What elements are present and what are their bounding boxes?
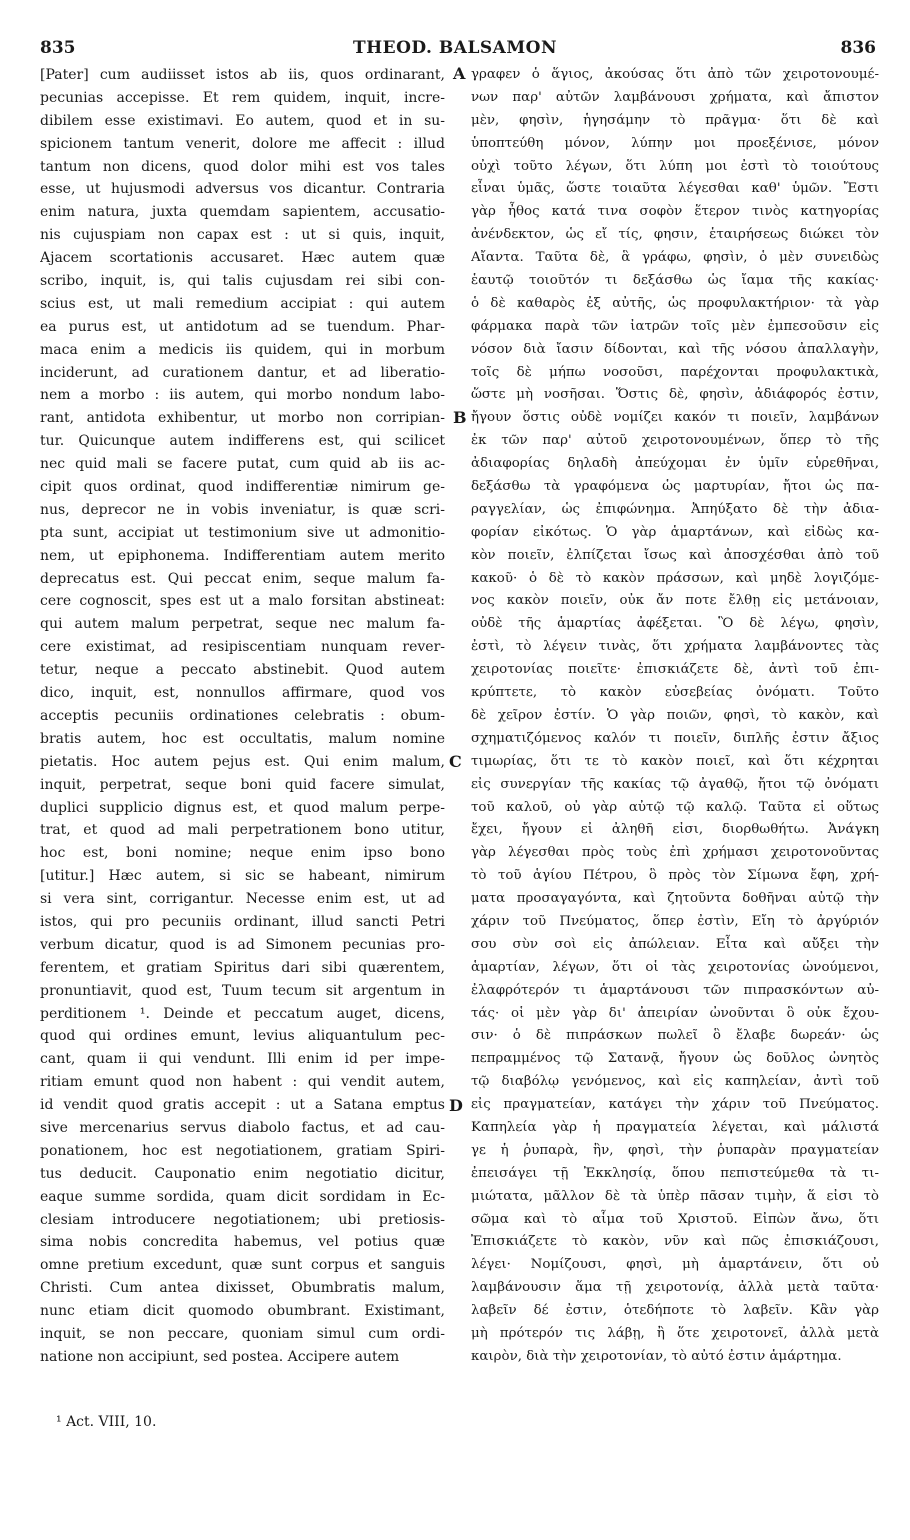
text-line: pietatis. Hoc autem pejus est. Qui enim malum, [40, 753, 445, 770]
text-line: nis cujuspiam non capax est : ut si quis, inquit, [40, 227, 445, 244]
text-line: οὐδὲ τῆς ἁμαρτίας ἀφέξεται. Ὃ δὲ λέγω, φησὶν, [471, 616, 879, 632]
text-line: ἑαυτῷ τοιοῦτόν τι δεξάσθω ὡς ἴαμα τῆς κακίας· [471, 273, 879, 289]
text-line: χειροτονίας ποιεῖτε· ἐπισκιάζετε δὲ, ἀντὶ τοῦ ἐπι- [471, 662, 879, 678]
text-line: οὐχὶ τοῦτο λέγων, ὅτι λύπη μοι ἐστὶ τὸ τοιούτους [471, 158, 879, 174]
text-line: [Pater] cum audiisset istos ab iis, quos ordinarant, [40, 67, 445, 83]
text-line: ἐλαφρότερόν τι ἁμαρτάνουσι τῶν πιπρασκόντων αὐ- [471, 982, 879, 998]
text-line: σου σὺν σοὶ εἰς ἀπώλειαν. Εἶτα καὶ αὔξει τὴν [471, 936, 879, 952]
text-line: τοῖς δὲ μήπω νοσοῦσι, παρέχονται προφυλακτικὰ, [471, 364, 879, 380]
text-line: ματα προσαγαγόντα, καὶ ζητοῦντα δοθῆναι αὐτῷ τὴν [471, 891, 879, 907]
text-line: scribo, inquit, is, qui talis cujusdam rei sibi con- [40, 273, 445, 290]
text-line: Ἐπισκιάζετε τὸ κακὸν, νῦν καὶ πῶς ἐπισκιάζουσι, [471, 1234, 879, 1250]
text-line: dibilem esse existimavi. Eo autem, quod et in su- [40, 112, 445, 129]
text-line: ἀδιαφορίας δηλαδὴ ἀπεύχομαι ἐν ὑμῖν εὑρεθῆναι, [471, 456, 879, 472]
text-line: trat, et quod ad mali perpetrationem bono utitur, [40, 822, 445, 839]
text-line: ὥστε μὴ νοσῆσαι. Ὅστις δὲ, φησὶν, ἀδιάφορός ἐστιν, [471, 387, 879, 403]
text-line: ritiam emunt quod non habent : qui vendit autem, [40, 1074, 445, 1091]
text-line: καιρὸν, διὰ τὴν χειροτονίαν, τὸ αὐτό ἐστιν ἁμάρτημα. [471, 1348, 842, 1364]
text-line: inquit, se non peccare, quoniam simul cum ordi- [40, 1325, 445, 1342]
text-line: nem, ut epiphonema. Indifferentiam autem merito [40, 547, 445, 564]
text-line: ἁμαρτίαν, λέγων, ὅτι οἱ τὰς χειροτονίας ὠνούμενοι, [471, 959, 879, 975]
text-line: nus, deprecor ne in vobis inveniatur, is quæ scri- [40, 501, 445, 518]
text-line: sive mercenarius servus diabolo factus, et ad cau- [40, 1119, 445, 1136]
text-line: Αἴαντα. Ταῦτα δὲ, ἃ γράφω, φησὶν, ὁ μὲν συνειδὼς [471, 250, 879, 266]
running-header [0, 38, 910, 62]
text-line: φάρμακα παρὰ τῶν ἰατρῶν τοῖς μὲν ἐμπεσοῦσιν εἰς [471, 318, 879, 334]
text-line: ἤγουν ὅστις οὐδὲ νομίζει κακόν τι ποιεῖν, λαμβάνων [471, 410, 879, 426]
text-line: γὰρ λέγεσθαι πρὸς τοὺς ἐπὶ χρήμασι χειροτονοῦντας [471, 845, 879, 861]
text-line: hoc est, boni nomine; neque enim ipso bono [40, 845, 445, 862]
text-line: ἐπεισάγει τῇ Ἐκκλησίᾳ, ὅπου πεπιστεύμεθα τὰ τι- [471, 1165, 879, 1181]
text-line: ἐκ τῶν παρ' αὐτοῦ χειροτονουμένων, ὅπερ τὸ τῆς [471, 433, 879, 449]
text-line: σῶμα καὶ τὸ αἷμα τοῦ Χριστοῦ. Εἰπὼν ἄνω, ὅτι [471, 1211, 879, 1227]
margin-marker-b: B [453, 408, 467, 427]
text-line: eaque summe sordida, quam dicit sordidam in Ec- [40, 1188, 445, 1205]
text-line: clesiam introducere negotiationem; ubi pretiosis- [40, 1211, 445, 1228]
text-line: tus deducit. Cauponatio enim negotiatio dicitur, [40, 1165, 445, 1182]
text-line: cant, quam ii qui vendunt. Illi enim id per impe- [40, 1051, 445, 1068]
text-line: τὸ τοῦ ἁγίου Πέτρου, ὃ πρὸς τὸν Σίμωνα ἔφη, χρή- [471, 868, 879, 884]
text-line: omne pretium excedunt, quæ sunt corpus et sanguis [40, 1257, 445, 1274]
text-line: nec quid mali se facere putat, cum quid ab iis ac- [40, 456, 445, 473]
text-line: sima nobis concredita habemus, vel potius quæ [40, 1234, 445, 1251]
text-line: χάριν τοῦ Πνεύματος, ὅπερ ἐστὶν, Εἴη τὸ ἀργύριόν [471, 913, 879, 929]
text-line: deprecatus est. Qui peccat enim, seque malum fa- [40, 570, 445, 587]
text-line: cipit quos ordinat, quod indifferentiæ nimirum ge- [40, 479, 445, 496]
text-line: qui autem malum perpetrat, seque nec malum fa- [40, 616, 445, 633]
right-page-number: 836 [840, 38, 876, 58]
text-line: ὁ δὲ καθαρὸς ἐξ αὐτῆς, ὡς προφυλακτήριον· τὰ γὰρ [471, 295, 879, 311]
text-line: cere existimat, ad resipiscentiam nunquam rever- [40, 639, 445, 656]
greek-column [471, 64, 879, 1369]
text-line: scius est, ut mali remedium accipiat : qui autem [40, 295, 445, 312]
text-line: nem a morbo : iis autem, qui morbo nondum labo- [40, 387, 445, 404]
text-line: ραγγελίαν, ὡς ἐπιφώνημα. Ἀπηύξατο δὲ τὴν ἀδια- [471, 501, 879, 517]
text-line: si vera sint, corrigantur. Necesse enim est, ut ad [40, 891, 445, 908]
running-title: THEOD. BALSAMON [352, 38, 558, 58]
text-line: Ajacem scortationis accusaret. Hæc autem quæ [40, 250, 445, 267]
text-line: istos, qui pro pecuniis ordinant, illud sancti Petri [40, 913, 445, 930]
text-line: esse, ut hujusmodi adversus vos dicantur. Contraria [40, 181, 445, 198]
text-line: τοῦ καλοῦ, οὐ γὰρ αὐτῷ τῷ καλῷ. Ταῦτα εἰ οὕτως [471, 799, 879, 815]
text-line: φορίαν εἰκότως. Ὁ γὰρ ἁμαρτάνων, καὶ εἰδὼς κα- [471, 524, 879, 540]
text-line: cere cognoscit, spes est ut a malo forsitan abstineat: [40, 593, 445, 610]
text-line: pecunias accepisse. Et rem quidem, inquit, incre- [40, 89, 445, 106]
text-line: rant, antidota exhibentur, ut morbo non corripian- [40, 410, 445, 427]
text-line: natione non accipiunt, sed postea. Accipere autem [40, 1348, 400, 1365]
text-line: tantum non dicens, quod dolor mihi est vos tales [40, 158, 445, 175]
text-line: nunc etiam dicit quomodo obumbrant. Existimant, [40, 1303, 445, 1320]
text-line: [utitur.] Hæc autem, si sic se habeant, nimirum [40, 868, 445, 885]
text-line: enim natura, juxta quemdam sapientem, accusatio- [40, 204, 445, 221]
text-line: perditionem ¹. Deinde et peccatum auget, dicens, [40, 1005, 445, 1022]
text-line: πεπραμμένος τῷ Σατανᾷ, ἤγουν ὡς δοῦλος ὠνητὸς [471, 1051, 879, 1067]
text-line: ὑποπτεύθη μόνον, λύπην μοι προεξένισε, μόνον [471, 135, 879, 151]
text-line: τιμωρίας, ὅτι τε τὸ κακὸν ποιεῖ, καὶ ὅτι κέχρηται [471, 753, 879, 769]
text-line: duplici supplicio dignus est, et quod malum perpe- [40, 799, 445, 816]
text-line: σιν· ὁ δὲ πιπράσκων πωλεῖ ὃ ἔλαβε δωρεάν· ὡς [471, 1028, 879, 1044]
text-line: pronuntiavit, quod est, Tuum tecum sit argentum in [40, 982, 445, 999]
text-line: Christi. Cum antea dixisset, Obumbratis malum, [40, 1280, 445, 1297]
text-line: ferentem, et gratiam Spiritus dari sibi quærentem, [40, 959, 445, 976]
text-line: ἔχει, ἤγουν εἰ ἀληθῆ εἰσι, διορθωθήτω. Ἀνάγκη [471, 822, 879, 838]
text-line: λαμβάνουσιν ἅμα τῇ χειροτονίᾳ, ἀλλὰ μετὰ ταῦτα· [471, 1280, 879, 1296]
text-line: inciderunt, ad curationem dantur, et ad liberatio- [40, 364, 445, 381]
text-line: κὸν ποιεῖν, ἐλπίζεται ἴσως καὶ ἀποσχέσθαι ἀπὸ τοῦ [471, 547, 879, 563]
text-line: μὴ πρότερόν τις λάβῃ, ἢ ὅτε χειροτονεῖ, ἀλλὰ μετὰ [471, 1325, 879, 1341]
margin-marker-a: A [453, 64, 466, 83]
text-line: maca enim a medicis iis quidem, qui in morbum [40, 341, 445, 358]
text-line: τάς· οἱ μὲν γὰρ δι' ἀπειρίαν ὠνοῦνται ὃ οὐκ ἔχου- [471, 1005, 879, 1021]
text-line: γε ἡ ῥυπαρὰ, ἣν, φησὶ, τὴν ῥυπαρὰν πραγματείαν [471, 1142, 879, 1158]
text-line: σχηματιζόμενος καλόν τι ποιεῖν, διπλῆς ἐστιν ἄξιος [471, 730, 879, 746]
left-page-number: 835 [40, 38, 76, 58]
text-line: id vendit quod gratis accepit : ut a Satana emptus [40, 1097, 445, 1114]
text-line: νόσον διὰ ἴασιν δίδονται, καὶ τῆς νόσου ἀπαλλαγὴν, [471, 341, 879, 357]
text-line: ea purus est, ut antidotum ad se tuendum. Phar- [40, 318, 445, 335]
text-line: pta sunt, accipiat ut testimonium sive ut admonitio- [40, 524, 445, 541]
text-line: tetur, neque a peccato abstinebit. Quod autem [40, 662, 445, 679]
text-line: εἰς πραγματείαν, κατάγει τὴν χάριν τοῦ Πνεύματος. [471, 1097, 879, 1113]
text-line: νος κακὸν ποιεῖν, οὐκ ἄν ποτε ἔλθῃ εἰς μετάνοιαν, [471, 593, 879, 609]
text-line: acceptis pecuniis ordinationes celebratis : obum- [40, 707, 445, 724]
text-line: δεξάσθω τὰ γραφόμενα ὡς μαρτυρίαν, ἤτοι ὡς πα- [471, 479, 879, 495]
text-line: μιώτατα, μᾶλλον δὲ τὰ ὑπὲρ πᾶσαν τιμὴν, ἅ εἰσι τὸ [471, 1188, 879, 1204]
margin-marker-d: D [449, 1096, 463, 1115]
text-line: ἐστὶ, τὸ λέγειν τινὰς, ὅτι χρήματα λαμβάνοντες τὰς [471, 639, 879, 655]
text-line: γὰρ ἦθος κατά τινα σοφὸν ἕτερον τινὸς κατηγορίας [471, 204, 879, 220]
text-line: Καπηλεία γὰρ ἡ πραγματεία λέγεται, καὶ μάλιστά [471, 1119, 879, 1135]
text-line: ἀνένδεκτον, ὡς εἴ τίς, φησιν, ἑταιρήσεως διώκει τὸν [471, 227, 879, 243]
text-line: νων παρ' αὐτῶν λαμβάνουσι χρήματα, καὶ ἄπιστον [471, 89, 879, 105]
footnote: ¹ Act. VIII, 10. [56, 1414, 157, 1430]
text-line: γραφεν ὁ ἅγιος, ἀκούσας ὅτι ἀπὸ τῶν χειροτονουμέ- [471, 67, 879, 82]
text-line: dico, inquit, est, nonnullos affirmare, quod vos [40, 685, 445, 702]
text-line: κρύπτετε, τὸ κακὸν εὐσεβείας ὀνόματι. Τοῦτο [471, 685, 879, 701]
text-line: inquit, perpetrat, seque boni quid facere simulat, [40, 776, 445, 793]
text-line: spicionem tantum venerit, dolore me affecit : illud [40, 135, 445, 152]
text-line: μὲν, φησὶν, ἡγησάμην τὸ πρᾶγμα· ὅτι δὲ καὶ [471, 112, 879, 128]
text-line: δὲ χεῖρον ἐστίν. Ὁ γὰρ ποιῶν, φησὶ, τὸ κακὸν, καὶ [471, 707, 879, 723]
text-line: εἶναι ὑμᾶς, ὥστε τοιαῦτα λέγεσθαι καθ' ὑμῶν. Ἔστι [471, 181, 879, 197]
latin-column [40, 64, 445, 1369]
text-line: λέγει· Νομίζουσι, φησὶ, μὴ ἁμαρτάνειν, ὅτι οὐ [471, 1257, 879, 1273]
text-line: τῷ διαβόλῳ γενόμενος, καὶ εἰς καπηλείαν, ἀντὶ τοῦ [471, 1074, 879, 1090]
text-line: verbum dicatur, quod is ad Simonem pecunias pro- [40, 936, 445, 953]
text-line: εἰς συνεργίαν τῆς κακίας τῷ ἀγαθῷ, ἤτοι τῷ ὀνόματι [471, 776, 879, 792]
text-line: quod qui ordines emunt, levius aliquantulum pec- [40, 1028, 445, 1045]
text-line: κακοῦ· ὁ δὲ τὸ κακὸν πράσσων, καὶ μηδὲ λογιζόμε- [471, 570, 879, 586]
text-line: tur. Quicunque autem indifferens est, qui scilicet [40, 433, 445, 450]
text-line: λαβεῖν δέ ἐστιν, ὁτεδήποτε τὸ λαβεῖν. Κἂν γὰρ [471, 1303, 879, 1319]
margin-marker-c: C [449, 752, 462, 771]
text-line: bratis autem, hoc est occultatis, malum nomine [40, 730, 445, 747]
text-line: ponationem, hoc est negotiationem, gratiam Spiri- [40, 1142, 445, 1159]
